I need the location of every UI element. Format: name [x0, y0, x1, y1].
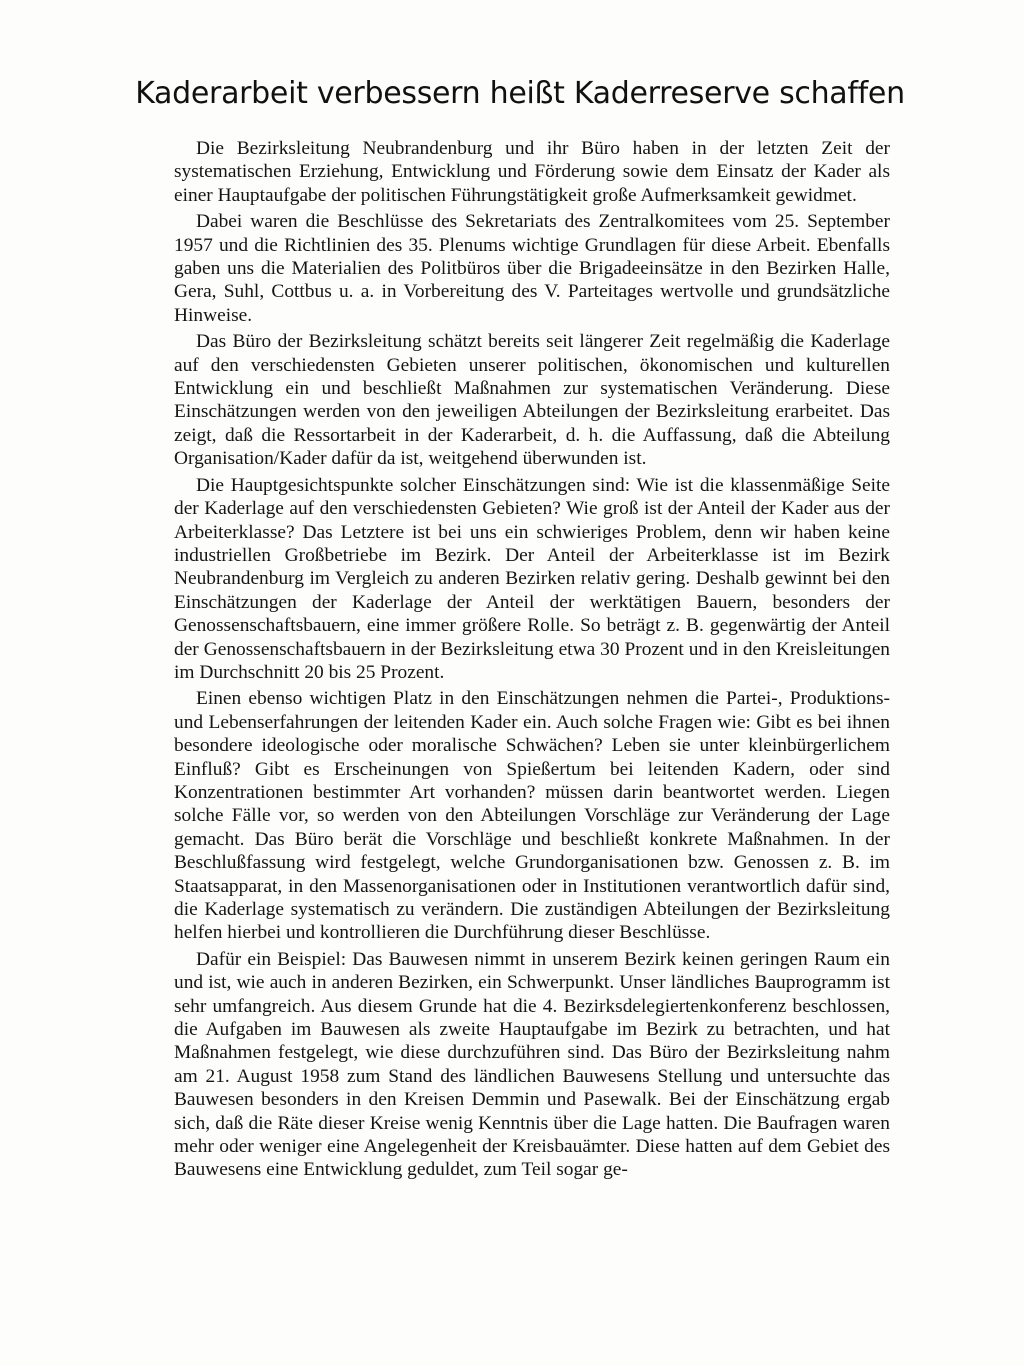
paragraph-4: Die Hauptgesichtspunkte solcher Einschätzungen sind: Wie ist die klassenmäßige Seite der Kaderlage auf den verschiedensten Gebieten? Wie groß ist der Anteil der Kader aus der Arbeiterklasse? Das Letztere ist bei uns ein schwieriges Problem, denn wir haben keine industriellen Großbetriebe im Bezirk. Der Anteil der Arbeiterklasse ist im Bezirk Neubrandenburg im Vergleich zu anderen Bezirken relativ gering. Deshalb gewinnt bei den Einschätzungen der Kaderlage der Anteil der werktätigen Bauern, besonders der Genossenschaftsbauern, eine immer größere Rolle. So beträgt z. B. gegenwärtig der Anteil der Genossenschaftsbauern in der Bezirksleitung etwa 30 Prozent und in den Kreisleitungen im Durchschnitt 20 bis 25 Prozent.: [174, 474, 890, 683]
paragraph-2: Dabei waren die Beschlüsse des Sekretariats des Zentralkomitees vom 25. September 1957 und die Richtlinien des 35. Plenums wichtige Grundlagen für diese Arbeit. Ebenfalls gaben uns die Materialien des Politbüros über die Brigadeeinsätze in den Bezirken Halle, Gera, Suhl, Cottbus u. a. in Vorbereitung des V. Parteitages wertvolle und grundsätzliche Hinweise.: [174, 211, 890, 326]
paragraph-6: Dafür ein Beispiel: Das Bauwesen nimmt in unserem Bezirk keinen geringen Raum ein und ist, wie auch in anderen Bezirken, ein Schwerpunkt. Unser ländliches Bauprogramm ist sehr umfangreich. Aus diesem Grunde hat die 4. Bezirksdelegiertenkonferenz beschlossen, die Aufgaben im Bauwesen als zweite Hauptaufgabe im Bezirk zu betrachten, und hat Maßnahmen festgelegt, wie diese durchzuführen sind. Das Büro der Bezirksleitung nahm am 21. August 1958 zum Stand des ländlichen Bauwesens Stellung und untersuchte das Bauwesen besonders in den Kreisen Demmin und Pasewalk. Bei der Einschätzung ergab sich, daß die Räte dieser Kreise wenig Kenntnis über die Lage hatten. Die Baufragen waren mehr oder weniger eine Angelegenheit der Kreisbauämter. Diese hatten auf dem Gebiet des Bauwesens eine Entwicklung geduldet, zum Teil sogar ge-: [174, 948, 890, 1181]
paragraph-5: Einen ebenso wichtigen Platz in den Einschätzungen nehmen die Partei-, Produktions- und Lebenserfahrungen der leitenden Kader ein. Auch solche Fragen wie: Gibt es bei ihnen besondere ideologische oder moralische Schwächen? Leben sie unter kleinbürgerlichem Einfluß? Gibt es Erscheinungen von Spießertum bei leitenden Kadern, oder sind Konzentrationen bestimmter Art vorhanden? müssen darin beantwortet werden. Liegen solche Fälle vor, so werden von den Abteilungen Vorschläge zur Veränderung der Lage gemacht. Das Büro berät die Vorschläge und beschließt konkrete Maßnahmen. In der Beschlußfassung wird festgelegt, welche Grundorganisationen bzw. Genossen z. B. im Staatsapparat, in den Massenorganisationen oder in Institutionen verantwortlich dafür sind, die Kaderlage systematisch zu verändern. Die zuständigen Abteilungen der Bezirksleitung helfen hierbei und kontrollieren die Durchführung dieser Beschlüsse.: [174, 688, 890, 944]
paragraph-3: Das Büro der Bezirksleitung schätzt bereits seit längerer Zeit regelmäßig die Kaderlage auf den verschiedensten Gebieten unserer politischen, ökonomischen und kulturellen Entwicklung ein und beschließt Maßnahmen zur systematischen Veränderung. Diese Einschätzungen werden von den jeweiligen Abteilungen der Bezirksleitung erarbeitet. Das zeigt, daß die Ressortarbeit in der Kaderarbeit, d. h. die Auffassung, daß die Abteilung Organisation/Kader dafür da ist, weitgehend überwunden ist.: [174, 331, 890, 470]
article-body: [174, 137, 890, 1182]
page-title: Kaderarbeit verbessern heißt Kaderreserve schaffen: [135, 76, 905, 111]
paragraph-1: Die Bezirksleitung Neubrandenburg und ihr Büro haben in der letzten Zeit der systematischen Erziehung, Entwicklung und Förderung sowie dem Einsatz der Kader als einer Hauptaufgabe der politischen Führungstätigkeit große Aufmerksamkeit gewidmet.: [174, 138, 890, 206]
